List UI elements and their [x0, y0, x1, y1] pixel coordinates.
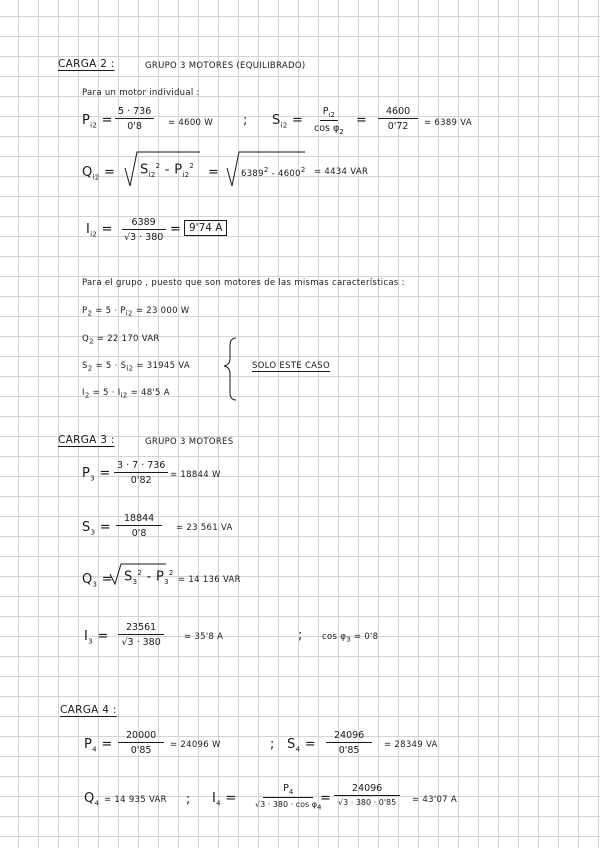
- semicolon: ;: [243, 113, 248, 128]
- q3-radicand: $S_3^2 - P_3^2$: [124, 569, 174, 586]
- i4-numerator: $P_4$: [263, 783, 313, 798]
- p-i2-denominator: 0'8: [127, 121, 142, 132]
- carga2-heading: CARGA 2 :: [58, 58, 115, 70]
- s4-denominator: 0'85: [338, 745, 360, 756]
- s4-fraction: [326, 730, 372, 756]
- semicolon: ;: [298, 628, 303, 643]
- i3-label: $I_3$ =: [84, 629, 109, 646]
- p3-denominator: 0'82: [130, 475, 152, 486]
- semicolon: ;: [186, 792, 191, 807]
- p4-denominator: 0'85: [130, 745, 152, 756]
- carga2-intro: Para un motor individual :: [82, 88, 200, 98]
- s-i2-label: $S_{i2}$ =: [272, 113, 304, 130]
- p3-result: = 18844 W: [170, 470, 221, 480]
- s-i2-denominator: $\cos \varphi_2$: [314, 122, 344, 136]
- q-i2-label: $Q_{i2}$ =: [82, 165, 116, 182]
- i4-label: $I_4$ =: [212, 791, 237, 808]
- equals-sign: =: [320, 791, 332, 806]
- s3-label: $S_3$ =: [82, 520, 111, 537]
- s3-fraction: [116, 513, 162, 539]
- q-i2-result: = 4434 VAR: [314, 167, 369, 177]
- p-i2-numerator: 5 · 736: [115, 106, 154, 119]
- q3-result: = 14 136 VAR: [178, 575, 241, 585]
- i3-fraction: [118, 622, 164, 648]
- p-i2-fraction: [115, 106, 154, 132]
- p3-numerator: 3 · 7 · 736: [114, 460, 168, 473]
- q-i2-radicand-values: 6389$^2$ - 4600$^2$: [241, 166, 306, 179]
- p3-fraction: [114, 460, 168, 486]
- i4-fraction: [252, 783, 324, 811]
- s-i2-result: = 6389 VA: [424, 118, 472, 128]
- q-i2-radicand: $S_{i2}^2 - P_{i2}^2$: [140, 162, 195, 179]
- s-i2-numerator: $P_{i2}$: [320, 106, 338, 121]
- group-s2: $S_2 = 5 \cdot S_{i2} = 31945$ VA: [82, 361, 190, 373]
- carga4-heading: CARGA 4 :: [60, 704, 117, 716]
- s-i2-fraction-values: [378, 106, 418, 132]
- q3-label: $Q_3$ =: [82, 572, 113, 589]
- s4-numerator: 24096: [326, 730, 372, 743]
- s4-result: = 28349 VA: [384, 740, 438, 750]
- i4-num-value: 24096: [334, 783, 400, 796]
- group-i2: $I_2 = 5 \cdot I_{i2} = 48'5$ A: [82, 388, 170, 400]
- curly-brace: [224, 338, 236, 400]
- s-i2-num-value: 4600: [378, 106, 418, 119]
- q4-label: $Q_4$: [84, 791, 100, 808]
- s4-label: $S_4$ =: [287, 737, 316, 754]
- group-p2: $P_2 = 5 \cdot P_{i2} = 23$ 000 W: [82, 306, 190, 318]
- i3-numerator: 23561: [118, 622, 164, 635]
- s-i2-fraction: [311, 106, 347, 136]
- i-i2-label: $I_{i2}$ =: [86, 222, 113, 239]
- i4-den-value: √3 · 380 · 0'85: [338, 798, 397, 807]
- i4-denominator: $√3 \cdot 380 \cdot \cos \varphi_4$: [255, 799, 322, 812]
- i3-denominator: √3 · 380: [121, 637, 161, 648]
- equals-sign: =: [208, 165, 220, 180]
- p3-label: $P_3$ =: [82, 466, 111, 483]
- i4-result: = 43'07 A: [412, 795, 458, 805]
- i-i2-fraction: [121, 217, 166, 243]
- cos-phi3: $\cos \varphi_3 = 0'8$: [322, 632, 379, 644]
- i4-fraction-values: [334, 783, 400, 807]
- carga2-subtitle: GRUPO 3 MOTORES (EQUILIBRADO): [145, 61, 306, 71]
- i-i2-denominator: √3 · 380: [124, 232, 164, 243]
- semicolon: ;: [270, 737, 275, 752]
- p4-numerator: 20000: [118, 730, 164, 743]
- carga2-group-intro: Para el grupo , puesto que son motores de las mismas características :: [82, 278, 405, 288]
- q4-result: = 14 935 VAR: [104, 795, 167, 805]
- s3-numerator: 18844: [116, 513, 162, 526]
- s-i2-den-value: 0'72: [387, 121, 409, 132]
- equals-sign: =: [356, 113, 368, 128]
- p4-result: = 24096 W: [170, 740, 221, 750]
- equals-sign: =: [170, 222, 182, 237]
- i-i2-numerator: 6389: [122, 217, 166, 230]
- p-i2-label: $P_{i2}$ =: [82, 113, 113, 130]
- s3-denominator: 0'8: [131, 528, 147, 539]
- s3-result: = 23 561 VA: [176, 523, 233, 533]
- i3-result: = 35'8 A: [184, 632, 224, 642]
- note-only-this-case: SOLO ESTE CASO: [252, 361, 330, 371]
- i-i2-result-box: 9'74 A: [184, 220, 227, 236]
- group-q2: $Q_2 = 22$ 170 VAR: [82, 334, 160, 346]
- p4-label: $P_4$ =: [84, 737, 113, 754]
- carga3-heading: CARGA 3 :: [58, 434, 115, 446]
- carga3-subtitle: GRUPO 3 MOTORES: [145, 437, 234, 447]
- p-i2-result: = 4600 W: [168, 118, 213, 128]
- p4-fraction: [118, 730, 164, 756]
